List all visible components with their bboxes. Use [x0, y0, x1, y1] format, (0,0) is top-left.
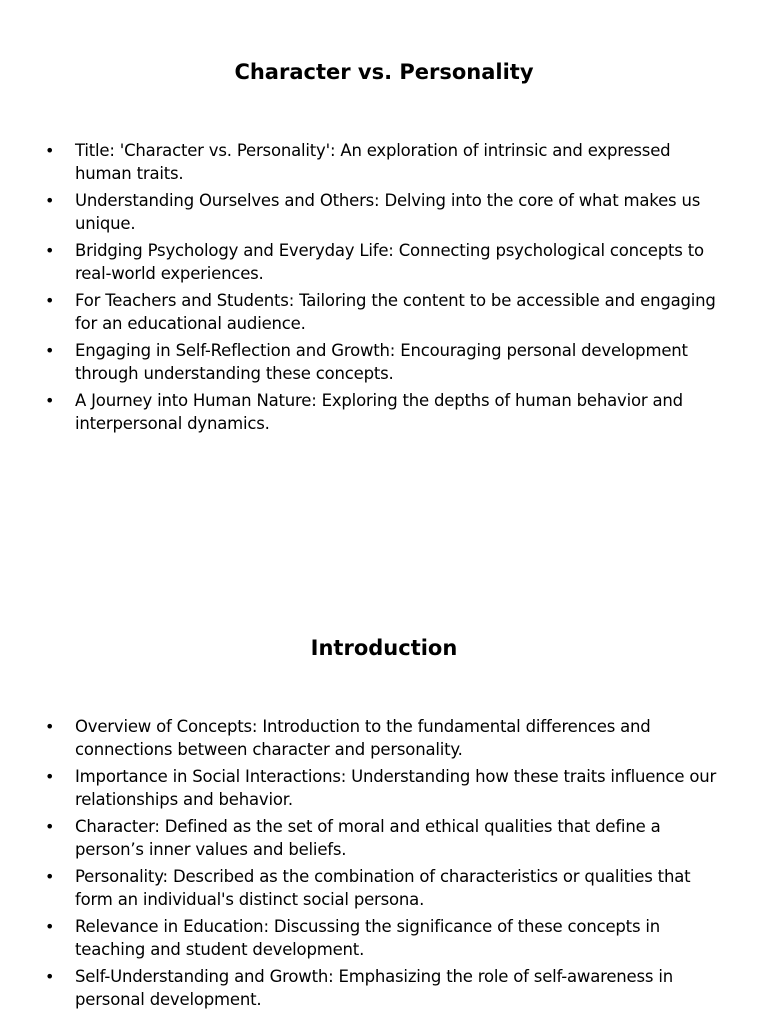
bullet-text: Self-Understanding and Growth: Emphasizing the role of self-awareness in personal development.	[75, 967, 673, 1009]
list-item	[0, 715, 768, 761]
list-item	[0, 189, 768, 235]
bullet-text: Importance in Social Interactions: Understanding how these traits influence our relationships and behavior.	[75, 767, 717, 809]
bullet-icon: •	[45, 717, 55, 736]
list-item	[0, 765, 768, 811]
list-item	[0, 965, 768, 1011]
bullet-icon: •	[45, 391, 55, 410]
list-item	[0, 289, 768, 335]
bullet-icon: •	[45, 341, 55, 360]
bullet-text: Relevance in Education: Discussing the significance of these concepts in teaching and student development.	[75, 917, 661, 959]
bullet-icon: •	[45, 241, 55, 260]
bullet-text: A Journey into Human Nature: Exploring the depths of human behavior and interpersonal dynamics.	[75, 391, 683, 433]
bullet-icon: •	[45, 767, 55, 786]
bullet-icon: •	[45, 867, 55, 886]
bullet-text: Character: Defined as the set of moral and ethical qualities that define a person’s inner values and beliefs.	[75, 817, 661, 859]
bullet-list	[0, 139, 768, 439]
bullet-icon: •	[45, 141, 55, 160]
bullet-text: Engaging in Self-Reflection and Growth: Encouraging personal development through understanding these concepts.	[75, 341, 688, 383]
list-item	[0, 865, 768, 911]
list-item	[0, 139, 768, 185]
list-item	[0, 239, 768, 285]
bullet-text: For Teachers and Students: Tailoring the content to be accessible and engaging for an educational audience.	[75, 291, 716, 333]
bullet-list	[0, 715, 768, 1015]
slide-title: Introduction	[310, 636, 458, 660]
slide-2	[0, 576, 768, 1024]
bullet-text: Personality: Described as the combination of characteristics or qualities that form an individual's distinct social persona.	[75, 867, 691, 909]
bullet-icon: •	[45, 917, 55, 936]
bullet-text: Understanding Ourselves and Others: Delving into the core of what makes us unique.	[75, 191, 701, 233]
list-item	[0, 815, 768, 861]
bullet-text: Bridging Psychology and Everyday Life: Connecting psychological concepts to real-world experiences.	[75, 241, 704, 283]
bullet-text: Title: 'Character vs. Personality': An exploration of intrinsic and expressed human traits.	[75, 141, 671, 183]
bullet-icon: •	[45, 967, 55, 986]
list-item	[0, 389, 768, 435]
bullet-icon: •	[45, 817, 55, 836]
bullet-icon: •	[45, 291, 55, 310]
slide-title: Character vs. Personality	[234, 60, 534, 84]
bullet-text: Overview of Concepts: Introduction to the fundamental differences and connections between character and personality.	[75, 717, 651, 759]
list-item	[0, 915, 768, 961]
slide-1	[0, 0, 768, 510]
list-item	[0, 339, 768, 385]
bullet-icon: •	[45, 191, 55, 210]
